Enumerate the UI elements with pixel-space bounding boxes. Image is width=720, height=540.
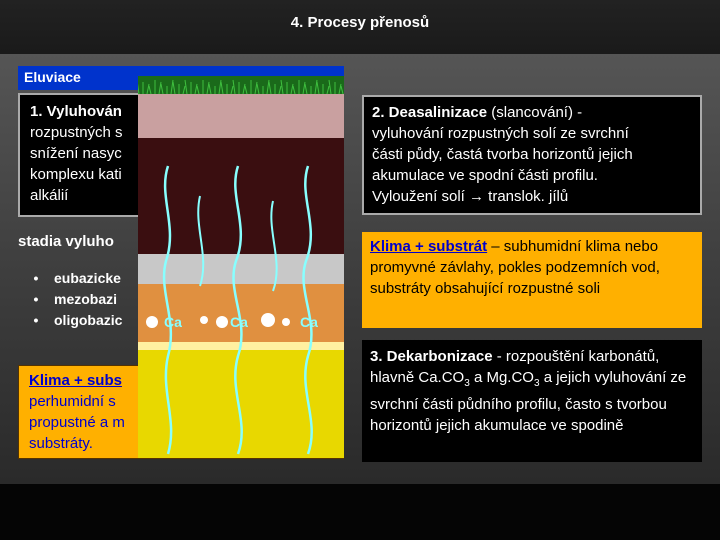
leaching-heading: 1. Vyluhován (30, 103, 122, 120)
ion-bubble (146, 316, 158, 328)
desalinization-heading-rest: (slancování) - (487, 104, 583, 121)
climate-line: substráty. (29, 435, 93, 452)
desalinization-box (362, 95, 702, 215)
ion-label-ca: Ca (230, 314, 248, 330)
ion-bubble (200, 316, 208, 324)
eluviace-label: Eluviace (18, 66, 344, 90)
stadia-heading: stadia vyluho (18, 233, 114, 250)
list-item-text: oligobazic (54, 312, 123, 328)
bottom-bar (0, 484, 720, 540)
leaching-line: komplexu kati (30, 166, 122, 183)
climate-line: perhumidní s (29, 393, 116, 410)
leaching-line: rozpustných s (30, 124, 123, 141)
leaching-line: snížení nasyc (30, 145, 122, 162)
subscript: 3 (533, 378, 540, 389)
decarbonization-text: - rozpouštění karbonátů, hlavně Ca.CO (370, 348, 660, 386)
list-item-text: mezobazi (54, 291, 118, 307)
slide-title: 4. Procesy přenosů (290, 14, 430, 31)
grass-layer (138, 76, 344, 94)
decarbonization-box (362, 340, 702, 462)
bullet-icon: • (33, 291, 39, 307)
leaching-line: alkálií (30, 187, 69, 204)
desalinization-line: vyluhování rozpustných solí ze svrchní (372, 125, 629, 142)
bullet-icon: • (33, 312, 39, 328)
decarbonization-text: a jejich vyluhování ze svrchní části půdního profilu, často s tvorbou horizontů jejich akumulace ve spodině (370, 369, 687, 434)
soil-profile-svg (138, 76, 344, 458)
decarbonization-text: a Mg.CO (469, 369, 534, 386)
climate-text-right: – subhumidní klima nebo promyvné závlahy, pokles podzemních vod, substráty obsahující rozpustné soli (370, 238, 660, 297)
decarbonization-heading: 3. Dekarbonizace (370, 348, 493, 365)
desalinization-line: akumulace ve spodní části profilu. (372, 167, 598, 184)
climate-heading-left: Klima + subs (29, 372, 122, 389)
soil-profile-illustration (138, 76, 344, 458)
climate-line: propustné a m (29, 414, 125, 431)
climate-box-right (362, 232, 702, 328)
desalinization-line: části půdy, častá tvorba horizontů jejich (372, 146, 633, 163)
desalinization-heading: 2. Deasalinizace (372, 104, 488, 121)
subscript: 3 (464, 378, 470, 389)
topsoil-layer (138, 94, 344, 138)
ion-label-ca: Ca (164, 314, 182, 330)
title-bar (0, 0, 720, 54)
desalinization-line: Vyloužení solí → translok. jílů (372, 188, 569, 205)
bullet-icon: • (33, 270, 39, 286)
grey-horizon-layer (138, 254, 344, 284)
climate-heading-right: Klima + substrát (370, 238, 488, 255)
list-item-text: eubazicke (54, 270, 121, 286)
ion-bubble (282, 318, 290, 326)
ion-label-ca: Ca (300, 314, 318, 330)
ion-bubble (216, 316, 228, 328)
ion-bubble (261, 313, 275, 327)
